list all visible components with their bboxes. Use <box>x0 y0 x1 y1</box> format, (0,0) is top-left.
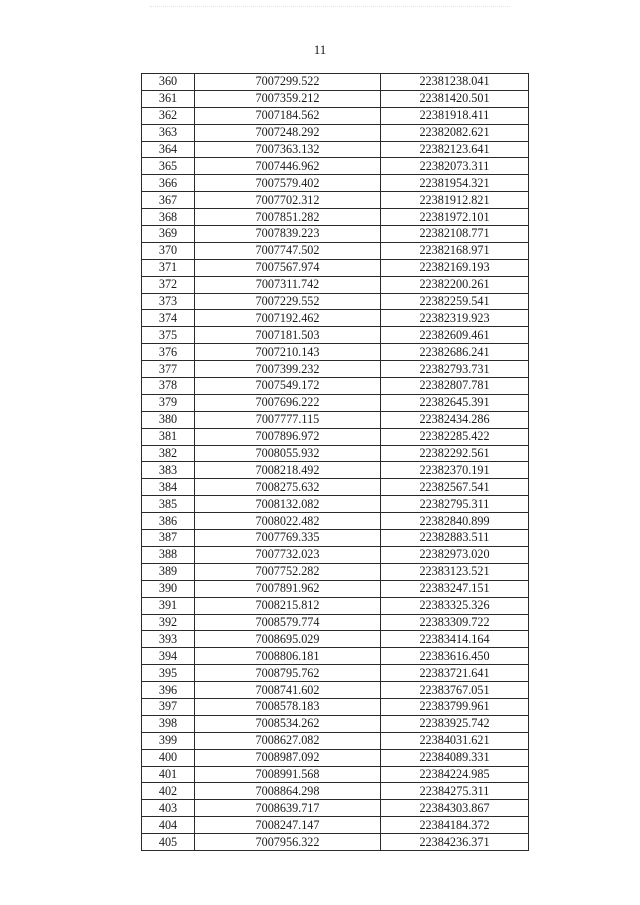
x-coordinate-cell: 7008695.029 <box>195 631 381 648</box>
y-coordinate-cell: 22381238.041 <box>381 74 529 91</box>
y-coordinate-cell: 22382793.731 <box>381 361 529 378</box>
table-row <box>142 445 529 462</box>
y-coordinate-cell: 22382319.923 <box>381 310 529 327</box>
y-coordinate-cell: 22382883.511 <box>381 530 529 547</box>
table-row <box>142 715 529 732</box>
point-number-cell: 398 <box>142 715 195 732</box>
x-coordinate-cell: 7007399.232 <box>195 361 381 378</box>
x-coordinate-cell: 7008627.082 <box>195 732 381 749</box>
y-coordinate-cell: 22382973.020 <box>381 546 529 563</box>
y-coordinate-cell: 22383123.521 <box>381 563 529 580</box>
point-number-cell: 384 <box>142 479 195 496</box>
table-row <box>142 783 529 800</box>
x-coordinate-cell: 7007229.552 <box>195 293 381 310</box>
table-row <box>142 563 529 580</box>
table-row <box>142 698 529 715</box>
x-coordinate-cell: 7007446.962 <box>195 158 381 175</box>
y-coordinate-cell: 22382168.971 <box>381 242 529 259</box>
point-number-cell: 404 <box>142 817 195 834</box>
table-row <box>142 530 529 547</box>
table-row <box>142 462 529 479</box>
y-coordinate-cell: 22384184.372 <box>381 817 529 834</box>
y-coordinate-cell: 22381420.501 <box>381 90 529 107</box>
table-row <box>142 344 529 361</box>
x-coordinate-cell: 7008991.568 <box>195 766 381 783</box>
y-coordinate-cell: 22382259.541 <box>381 293 529 310</box>
table-row <box>142 327 529 344</box>
x-coordinate-cell: 7008806.181 <box>195 648 381 665</box>
x-coordinate-cell: 7008864.298 <box>195 783 381 800</box>
point-number-cell: 365 <box>142 158 195 175</box>
x-coordinate-cell: 7007184.562 <box>195 107 381 124</box>
table-row <box>142 124 529 141</box>
x-coordinate-cell: 7008215.812 <box>195 597 381 614</box>
table-row <box>142 226 529 243</box>
point-number-cell: 379 <box>142 394 195 411</box>
point-number-cell: 364 <box>142 141 195 158</box>
x-coordinate-cell: 7007752.282 <box>195 563 381 580</box>
point-number-cell: 388 <box>142 546 195 563</box>
table-row <box>142 800 529 817</box>
point-number-cell: 391 <box>142 597 195 614</box>
point-number-cell: 375 <box>142 327 195 344</box>
point-number-cell: 387 <box>142 530 195 547</box>
x-coordinate-cell: 7007359.212 <box>195 90 381 107</box>
y-coordinate-cell: 22382082.621 <box>381 124 529 141</box>
point-number-cell: 363 <box>142 124 195 141</box>
table-row <box>142 175 529 192</box>
x-coordinate-cell: 7007567.974 <box>195 259 381 276</box>
y-coordinate-cell: 22382169.193 <box>381 259 529 276</box>
y-coordinate-cell: 22384275.311 <box>381 783 529 800</box>
point-number-cell: 366 <box>142 175 195 192</box>
table-row <box>142 158 529 175</box>
point-number-cell: 377 <box>142 361 195 378</box>
table-row <box>142 107 529 124</box>
y-coordinate-cell: 22382567.541 <box>381 479 529 496</box>
x-coordinate-cell: 7008741.602 <box>195 682 381 699</box>
page-number: 11 <box>313 42 327 57</box>
point-number-cell: 394 <box>142 648 195 665</box>
point-number-cell: 381 <box>142 428 195 445</box>
point-number-cell: 370 <box>142 242 195 259</box>
x-coordinate-cell: 7007299.522 <box>195 74 381 91</box>
x-coordinate-cell: 7007579.402 <box>195 175 381 192</box>
x-coordinate-cell: 7008987.092 <box>195 749 381 766</box>
table-row <box>142 259 529 276</box>
point-number-cell: 392 <box>142 614 195 631</box>
x-coordinate-cell: 7007702.312 <box>195 192 381 209</box>
y-coordinate-cell: 22383325.326 <box>381 597 529 614</box>
x-coordinate-cell: 7007696.222 <box>195 394 381 411</box>
table-row <box>142 834 529 851</box>
table-row <box>142 766 529 783</box>
y-coordinate-cell: 22381918.411 <box>381 107 529 124</box>
x-coordinate-cell: 7008275.632 <box>195 479 381 496</box>
y-coordinate-cell: 22382609.461 <box>381 327 529 344</box>
coordinates-table-body <box>142 74 529 851</box>
x-coordinate-cell: 7008639.717 <box>195 800 381 817</box>
point-number-cell: 397 <box>142 698 195 715</box>
table-row <box>142 580 529 597</box>
x-coordinate-cell: 7007839.223 <box>195 226 381 243</box>
x-coordinate-cell: 7008218.492 <box>195 462 381 479</box>
x-coordinate-cell: 7007769.335 <box>195 530 381 547</box>
table-row <box>142 361 529 378</box>
point-number-cell: 368 <box>142 209 195 226</box>
x-coordinate-cell: 7008534.262 <box>195 715 381 732</box>
point-number-cell: 399 <box>142 732 195 749</box>
point-number-cell: 371 <box>142 259 195 276</box>
point-number-cell: 382 <box>142 445 195 462</box>
point-number-cell: 374 <box>142 310 195 327</box>
y-coordinate-cell: 22384089.331 <box>381 749 529 766</box>
x-coordinate-cell: 7007891.962 <box>195 580 381 597</box>
y-coordinate-cell: 22382840.899 <box>381 513 529 530</box>
y-coordinate-cell: 22382807.781 <box>381 378 529 395</box>
point-number-cell: 385 <box>142 496 195 513</box>
y-coordinate-cell: 22381954.321 <box>381 175 529 192</box>
y-coordinate-cell: 22382686.241 <box>381 344 529 361</box>
x-coordinate-cell: 7007363.132 <box>195 141 381 158</box>
x-coordinate-cell: 7007851.282 <box>195 209 381 226</box>
y-coordinate-cell: 22381912.821 <box>381 192 529 209</box>
x-coordinate-cell: 7007732.023 <box>195 546 381 563</box>
table-row <box>142 276 529 293</box>
y-coordinate-cell: 22382292.561 <box>381 445 529 462</box>
scan-artifact-line <box>150 6 510 13</box>
y-coordinate-cell: 22383799.961 <box>381 698 529 715</box>
point-number-cell: 395 <box>142 665 195 682</box>
table-row <box>142 513 529 530</box>
y-coordinate-cell: 22382200.261 <box>381 276 529 293</box>
y-coordinate-cell: 22384236.371 <box>381 834 529 851</box>
point-number-cell: 367 <box>142 192 195 209</box>
point-number-cell: 372 <box>142 276 195 293</box>
table-row <box>142 648 529 665</box>
table-row <box>142 394 529 411</box>
point-number-cell: 396 <box>142 682 195 699</box>
point-number-cell: 369 <box>142 226 195 243</box>
point-number-cell: 361 <box>142 90 195 107</box>
point-number-cell: 403 <box>142 800 195 817</box>
y-coordinate-cell: 22382370.191 <box>381 462 529 479</box>
y-coordinate-cell: 22383925.742 <box>381 715 529 732</box>
point-number-cell: 380 <box>142 411 195 428</box>
x-coordinate-cell: 7008132.082 <box>195 496 381 513</box>
y-coordinate-cell: 22383616.450 <box>381 648 529 665</box>
table-row <box>142 90 529 107</box>
point-number-cell: 393 <box>142 631 195 648</box>
y-coordinate-cell: 22382073.311 <box>381 158 529 175</box>
point-number-cell: 386 <box>142 513 195 530</box>
table-row <box>142 682 529 699</box>
x-coordinate-cell: 7007549.172 <box>195 378 381 395</box>
table-row <box>142 428 529 445</box>
y-coordinate-cell: 22384031.621 <box>381 732 529 749</box>
table-row <box>142 749 529 766</box>
table-row <box>142 665 529 682</box>
x-coordinate-cell: 7007956.322 <box>195 834 381 851</box>
y-coordinate-cell: 22383414.164 <box>381 631 529 648</box>
x-coordinate-cell: 7007210.143 <box>195 344 381 361</box>
point-number-cell: 376 <box>142 344 195 361</box>
x-coordinate-cell: 7008055.932 <box>195 445 381 462</box>
table-row <box>142 310 529 327</box>
table-row <box>142 479 529 496</box>
point-number-cell: 400 <box>142 749 195 766</box>
y-coordinate-cell: 22383247.151 <box>381 580 529 597</box>
table-row <box>142 141 529 158</box>
table-row <box>142 242 529 259</box>
table-row <box>142 74 529 91</box>
y-coordinate-cell: 22382108.771 <box>381 226 529 243</box>
x-coordinate-cell: 7008579.774 <box>195 614 381 631</box>
table-row <box>142 732 529 749</box>
x-coordinate-cell: 7007896.972 <box>195 428 381 445</box>
table-row <box>142 411 529 428</box>
x-coordinate-cell: 7007192.462 <box>195 310 381 327</box>
table-row <box>142 192 529 209</box>
y-coordinate-cell: 22382795.311 <box>381 496 529 513</box>
x-coordinate-cell: 7007777.115 <box>195 411 381 428</box>
y-coordinate-cell: 22381972.101 <box>381 209 529 226</box>
point-number-cell: 378 <box>142 378 195 395</box>
x-coordinate-cell: 7008022.482 <box>195 513 381 530</box>
x-coordinate-cell: 7008795.762 <box>195 665 381 682</box>
table-row <box>142 293 529 310</box>
y-coordinate-cell: 22383767.051 <box>381 682 529 699</box>
table-row <box>142 546 529 563</box>
x-coordinate-cell: 7007248.292 <box>195 124 381 141</box>
table-row <box>142 209 529 226</box>
point-number-cell: 362 <box>142 107 195 124</box>
y-coordinate-cell: 22382123.641 <box>381 141 529 158</box>
point-number-cell: 373 <box>142 293 195 310</box>
x-coordinate-cell: 7008578.183 <box>195 698 381 715</box>
y-coordinate-cell: 22383721.641 <box>381 665 529 682</box>
table-row <box>142 496 529 513</box>
x-coordinate-cell: 7007311.742 <box>195 276 381 293</box>
table-row <box>142 631 529 648</box>
x-coordinate-cell: 7007747.502 <box>195 242 381 259</box>
y-coordinate-cell: 22382645.391 <box>381 394 529 411</box>
y-coordinate-cell: 22384303.867 <box>381 800 529 817</box>
y-coordinate-cell: 22383309.722 <box>381 614 529 631</box>
y-coordinate-cell: 22382434.286 <box>381 411 529 428</box>
table-row <box>142 378 529 395</box>
x-coordinate-cell: 7008247.147 <box>195 817 381 834</box>
point-number-cell: 390 <box>142 580 195 597</box>
y-coordinate-cell: 22384224.985 <box>381 766 529 783</box>
table-row <box>142 597 529 614</box>
table-row <box>142 817 529 834</box>
coordinates-table <box>141 73 529 851</box>
point-number-cell: 383 <box>142 462 195 479</box>
table-row <box>142 614 529 631</box>
point-number-cell: 401 <box>142 766 195 783</box>
point-number-cell: 402 <box>142 783 195 800</box>
point-number-cell: 405 <box>142 834 195 851</box>
point-number-cell: 360 <box>142 74 195 91</box>
x-coordinate-cell: 7007181.503 <box>195 327 381 344</box>
y-coordinate-cell: 22382285.422 <box>381 428 529 445</box>
point-number-cell: 389 <box>142 563 195 580</box>
